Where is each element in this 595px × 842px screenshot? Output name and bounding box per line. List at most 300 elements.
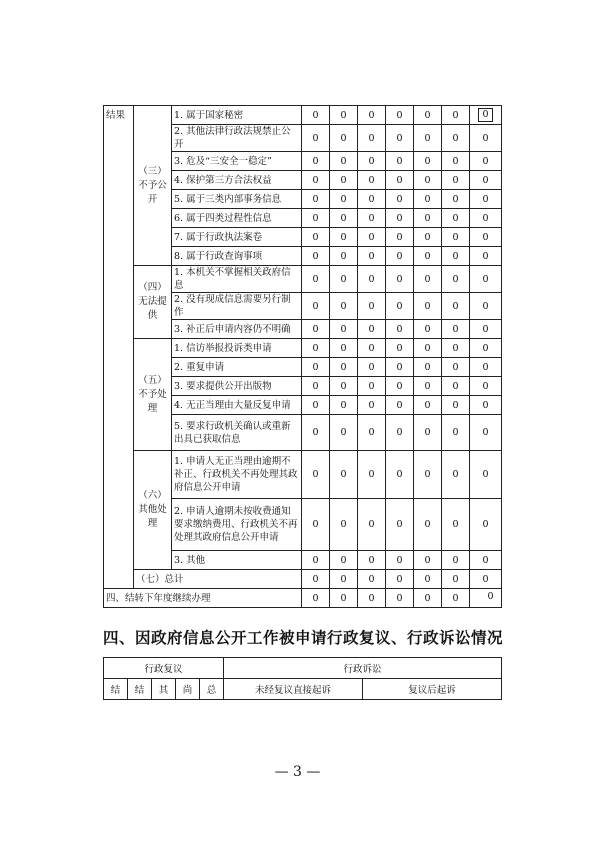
reason-item: 3. 其他 [172, 551, 302, 570]
value-cell [386, 228, 414, 247]
result-table [103, 105, 502, 608]
value-cell [358, 589, 386, 608]
value-text: 0 [424, 109, 431, 121]
value-cell [414, 589, 442, 608]
value-cell [358, 209, 386, 228]
reason-item: 4. 无正当理由大量反复申请 [172, 396, 302, 415]
value-cell [302, 339, 330, 358]
group-label: （五）不予处理 [134, 339, 172, 451]
carry-over-label: 四、结转下年度继续办理 [104, 589, 302, 608]
section-heading: 四、因政府信息公开工作被申请行政复议、行政诉讼情况 [103, 629, 504, 647]
value-text: 0 [452, 231, 459, 243]
value-cell [414, 551, 442, 570]
value-text: 0 [368, 231, 375, 243]
value-cell [470, 358, 502, 377]
value-text: 0 [452, 519, 459, 530]
value-cell [302, 152, 330, 171]
value-text: 0 [424, 399, 431, 411]
value-text: 0 [340, 193, 347, 205]
value-text: 0 [312, 174, 319, 186]
value-text: 0 [368, 573, 375, 585]
value-cell [302, 589, 330, 608]
value-cell [414, 396, 442, 415]
value-text: 0 [396, 109, 403, 121]
value-cell [330, 320, 358, 339]
value-text: 0 [312, 231, 319, 243]
value-cell [358, 339, 386, 358]
value-cell [358, 358, 386, 377]
value-cell [330, 377, 358, 396]
value-cell [302, 209, 330, 228]
value-text: 0 [312, 132, 319, 144]
value-text: 0 [424, 273, 431, 285]
value-cell [470, 266, 502, 293]
value-text: 0 [340, 427, 347, 438]
value-cell [414, 247, 442, 266]
value-text: 0 [482, 193, 489, 205]
value-cell [386, 570, 414, 589]
value-text: 0 [424, 250, 431, 262]
value-text: 0 [312, 361, 319, 373]
value-cell [414, 125, 442, 152]
reason-item: 5. 要求行政机关确认或重新出具已获取信息 [172, 415, 302, 451]
value-text: 0 [312, 573, 319, 585]
value-cell [470, 589, 502, 608]
value-cell [330, 415, 358, 451]
value-text: 0 [396, 193, 403, 205]
value-cell [358, 228, 386, 247]
value-cell [358, 190, 386, 209]
value-text: 0 [340, 573, 347, 585]
value-cell [302, 125, 330, 152]
value-cell [442, 293, 470, 320]
value-cell [330, 499, 358, 551]
value-cell [358, 570, 386, 589]
value-cell [358, 499, 386, 551]
value-text: 0 [312, 469, 319, 480]
value-text: 0 [424, 174, 431, 186]
reason-item: 3. 危及“三安全一稳定” [172, 152, 302, 171]
value-text: 0 [312, 109, 319, 121]
value-text: 0 [368, 592, 375, 604]
value-cell [330, 266, 358, 293]
value-text: 0 [368, 469, 375, 480]
value-text: 0 [396, 469, 403, 480]
value-text: 0 [368, 132, 375, 144]
litigation-header: 行政诉讼 [224, 658, 502, 679]
value-cell [330, 293, 358, 320]
value-text: 0 [340, 519, 347, 530]
value-text: 0 [368, 342, 375, 354]
value-text: 0 [312, 155, 319, 167]
value-cell [414, 293, 442, 320]
value-cell [414, 266, 442, 293]
value-cell [330, 228, 358, 247]
value-text: 0 [340, 109, 347, 121]
value-cell [414, 339, 442, 358]
value-cell [330, 589, 358, 608]
value-cell [302, 358, 330, 377]
reason-item: 8. 属于行政查询事项 [172, 247, 302, 266]
value-cell [470, 293, 502, 320]
value-text: 0 [482, 399, 489, 411]
value-text: 0 [312, 342, 319, 354]
value-text: 0 [452, 193, 459, 205]
value-text: 0 [340, 399, 347, 411]
value-text: 0 [396, 399, 403, 411]
value-text: 0 [340, 132, 347, 144]
value-cell [330, 339, 358, 358]
reason-item: 3. 补正后申请内容仍不明确 [172, 320, 302, 339]
value-cell [470, 228, 502, 247]
group-label: （四）无法提供 [134, 266, 172, 339]
value-text: 0 [452, 361, 459, 373]
value-cell [358, 377, 386, 396]
value-cell [386, 499, 414, 551]
value-text: 0 [340, 212, 347, 224]
value-text: 0 [340, 174, 347, 186]
value-text: 0 [482, 300, 489, 312]
value-text: 0 [482, 212, 489, 224]
value-text: 0 [482, 174, 489, 186]
value-cell [330, 152, 358, 171]
value-cell [302, 171, 330, 190]
value-cell [330, 247, 358, 266]
value-cell [442, 228, 470, 247]
value-cell [386, 293, 414, 320]
review-col: 尚 [176, 679, 200, 700]
review-litigation-table [103, 657, 502, 700]
value-cell [330, 551, 358, 570]
value-cell [442, 106, 470, 125]
value-text: 0 [368, 273, 375, 285]
value-text: 0 [396, 554, 403, 566]
value-text: 0 [312, 519, 319, 530]
value-text: 0 [424, 132, 431, 144]
value-text: 0 [424, 573, 431, 585]
value-cell [470, 339, 502, 358]
value-cell [358, 320, 386, 339]
value-text: 0 [312, 273, 319, 285]
value-text: 0 [312, 212, 319, 224]
value-cell [386, 320, 414, 339]
reason-item: 2. 没有现成信息需要另行制作 [172, 293, 302, 320]
value-text: 0 [424, 193, 431, 205]
value-text: 0 [368, 361, 375, 373]
value-text: 0 [368, 193, 375, 205]
value-cell [442, 589, 470, 608]
value-cell [442, 190, 470, 209]
reason-item: 2. 申请人逾期未按收费通知要求缴纳费用、行政机关不再处理其政府信息公开申请 [172, 499, 302, 551]
value-cell [470, 499, 502, 551]
value-cell [358, 551, 386, 570]
value-cell [302, 415, 330, 451]
value-text: 0 [482, 380, 489, 392]
value-text: 0 [482, 469, 489, 480]
value-cell [302, 266, 330, 293]
value-cell [330, 396, 358, 415]
value-text: 0 [424, 427, 431, 438]
value-cell [414, 209, 442, 228]
litigation-col: 复议后起诉 [363, 679, 502, 700]
value-text: 0 [424, 342, 431, 354]
value-cell [330, 358, 358, 377]
value-text: 0 [424, 361, 431, 373]
value-text: 0 [452, 212, 459, 224]
value-cell [414, 152, 442, 171]
reason-item: 2. 其他法律行政法规禁止公开 [172, 125, 302, 152]
value-text: 0 [452, 132, 459, 144]
table-row [104, 339, 502, 358]
value-text: 0 [312, 380, 319, 392]
reason-item: 2. 重复申请 [172, 358, 302, 377]
reason-item: 1. 信访举报投诉类申请 [172, 339, 302, 358]
value-text: 0 [452, 174, 459, 186]
value-cell [358, 247, 386, 266]
value-text: 0 [340, 554, 347, 566]
value-text: 0 [482, 323, 489, 335]
value-cell [470, 396, 502, 415]
value-text: 0 [482, 250, 489, 262]
value-cell [442, 209, 470, 228]
value-cell [302, 190, 330, 209]
value-text: 0 [396, 273, 403, 285]
value-cell [358, 152, 386, 171]
value-cell [470, 320, 502, 339]
value-text: 0 [340, 323, 347, 335]
value-text: 0 [368, 519, 375, 530]
value-cell [330, 171, 358, 190]
value-cell [442, 358, 470, 377]
value-text: 0 [396, 380, 403, 392]
value-cell [358, 266, 386, 293]
total-row [104, 570, 502, 589]
value-cell [386, 377, 414, 396]
value-cell [414, 171, 442, 190]
value-text: 0 [396, 132, 403, 144]
value-text: 0 [396, 174, 403, 186]
value-cell [386, 247, 414, 266]
value-cell [442, 320, 470, 339]
value-cell [414, 499, 442, 551]
value-cell [302, 293, 330, 320]
value-cell [470, 152, 502, 171]
value-cell [442, 266, 470, 293]
value-text: 0 [340, 250, 347, 262]
value-text: 0 [424, 300, 431, 312]
value-text: 0 [424, 231, 431, 243]
value-cell [414, 415, 442, 451]
value-cell [302, 570, 330, 589]
value-text: 0 [396, 519, 403, 530]
table-row [104, 266, 502, 293]
value-text: 0 [424, 554, 431, 566]
review-col: 结 [104, 679, 128, 700]
review-col: 结 [128, 679, 152, 700]
value-cell [442, 125, 470, 152]
value-text: 0 [368, 155, 375, 167]
value-cell [358, 415, 386, 451]
value-text: 0 [340, 342, 347, 354]
value-cell [414, 228, 442, 247]
value-cell [302, 396, 330, 415]
value-text: 0 [312, 592, 319, 604]
value-cell [470, 171, 502, 190]
value-cell [386, 171, 414, 190]
value-text: 0 [482, 342, 489, 354]
reason-item: 3. 要求提供公开出版物 [172, 377, 302, 396]
value-text: 0 [452, 323, 459, 335]
value-cell [302, 228, 330, 247]
value-cell [386, 415, 414, 451]
value-text: 0 [368, 427, 375, 438]
value-text: 0 [312, 323, 319, 335]
page-number: — 3 — [274, 764, 321, 780]
value-cell [470, 125, 502, 152]
value-cell [386, 451, 414, 499]
value-cell [414, 451, 442, 499]
value-text: 0 [452, 399, 459, 411]
reason-item: 7. 属于行政执法案卷 [172, 228, 302, 247]
value-cell [358, 451, 386, 499]
value-cell [358, 396, 386, 415]
value-text: 0 [424, 323, 431, 335]
value-text: 0 [424, 469, 431, 480]
value-text: 0 [396, 427, 403, 438]
value-cell [414, 106, 442, 125]
value-text: 0 [424, 519, 431, 530]
value-text: 0 [424, 380, 431, 392]
value-text: 0 [340, 361, 347, 373]
reason-item: 5. 属于三类内部事务信息 [172, 190, 302, 209]
value-cell [358, 293, 386, 320]
value-text: 0 [368, 380, 375, 392]
total-label: （七）总计 [134, 570, 302, 589]
value-cell [358, 106, 386, 125]
value-text: 0 [312, 193, 319, 205]
value-text: 0 [396, 573, 403, 585]
value-cell [414, 358, 442, 377]
value-text: 0 [368, 399, 375, 411]
review-col: 其 [152, 679, 176, 700]
value-text: 0 [396, 300, 403, 312]
value-text: 0 [482, 231, 489, 243]
value-cell [302, 451, 330, 499]
value-text: 0 [396, 592, 403, 604]
value-text: 0 [368, 212, 375, 224]
value-text: 0 [452, 155, 459, 167]
value-text: 0 [452, 250, 459, 262]
value-cell [386, 209, 414, 228]
value-cell [386, 589, 414, 608]
value-cell [330, 570, 358, 589]
review-col: 总 [200, 679, 224, 700]
value-text: 0 [340, 273, 347, 285]
value-text: 0 [340, 231, 347, 243]
value-cell [470, 209, 502, 228]
value-cell [386, 125, 414, 152]
value-text: 0 [312, 300, 319, 312]
value-cell [302, 377, 330, 396]
value-text: 0 [482, 132, 489, 144]
value-text: 0 [482, 361, 489, 373]
value-text: 0 [452, 469, 459, 480]
reason-item: 4. 保护第三方合法权益 [172, 171, 302, 190]
value-cell [470, 451, 502, 499]
value-cell [442, 570, 470, 589]
value-text: 0 [340, 155, 347, 167]
value-cell [414, 377, 442, 396]
value-cell [442, 339, 470, 358]
value-cell [302, 106, 330, 125]
value-cell [330, 451, 358, 499]
value-text: 0 [452, 592, 459, 604]
value-text: 0 [396, 155, 403, 167]
value-cell [330, 209, 358, 228]
value-text: 0 [482, 155, 489, 167]
value-cell [470, 551, 502, 570]
value-cell [442, 247, 470, 266]
value-cell [330, 190, 358, 209]
value-text: 0 [368, 174, 375, 186]
value-text: 0 [340, 469, 347, 480]
value-text: 0 [482, 427, 489, 438]
result-category-label: 结果 [104, 106, 134, 589]
value-text: 0 [312, 250, 319, 262]
group-label: （三）不予公开 [134, 106, 172, 266]
value-cell [414, 320, 442, 339]
value-cell [470, 247, 502, 266]
value-text: 0 [482, 519, 489, 530]
value-cell [414, 570, 442, 589]
value-text: 0 [340, 380, 347, 392]
value-text: 0 [396, 361, 403, 373]
table-row [104, 451, 502, 499]
value-text: 0 [452, 380, 459, 392]
value-text: 0 [452, 109, 459, 121]
value-cell [442, 451, 470, 499]
value-text: 0 [487, 590, 494, 602]
value-cell [470, 106, 502, 125]
value-cell [386, 152, 414, 171]
value-text: 0 [368, 323, 375, 335]
value-cell [386, 190, 414, 209]
value-text: 0 [312, 554, 319, 566]
reason-item: 1. 属于国家秘密 [172, 106, 302, 125]
value-text: 0 [340, 300, 347, 312]
value-cell [358, 125, 386, 152]
value-cell [302, 320, 330, 339]
value-text: 0 [368, 554, 375, 566]
value-cell [358, 171, 386, 190]
carry-over-row [104, 589, 502, 608]
value-text: 0 [478, 108, 492, 122]
value-cell [330, 106, 358, 125]
litigation-col: 未经复议直接起诉 [224, 679, 363, 700]
value-text: 0 [424, 155, 431, 167]
value-text: 0 [482, 554, 489, 566]
value-cell [442, 152, 470, 171]
value-cell [386, 358, 414, 377]
value-cell [386, 266, 414, 293]
value-cell [386, 551, 414, 570]
value-cell [470, 190, 502, 209]
reason-item: 1. 申请人无正当理由逾期不补正、行政机关不再处理其政府信息公开申请 [172, 451, 302, 499]
value-text: 0 [452, 342, 459, 354]
value-cell [470, 415, 502, 451]
reason-item: 1. 本机关不掌握相关政府信息 [172, 266, 302, 293]
value-text: 0 [452, 573, 459, 585]
